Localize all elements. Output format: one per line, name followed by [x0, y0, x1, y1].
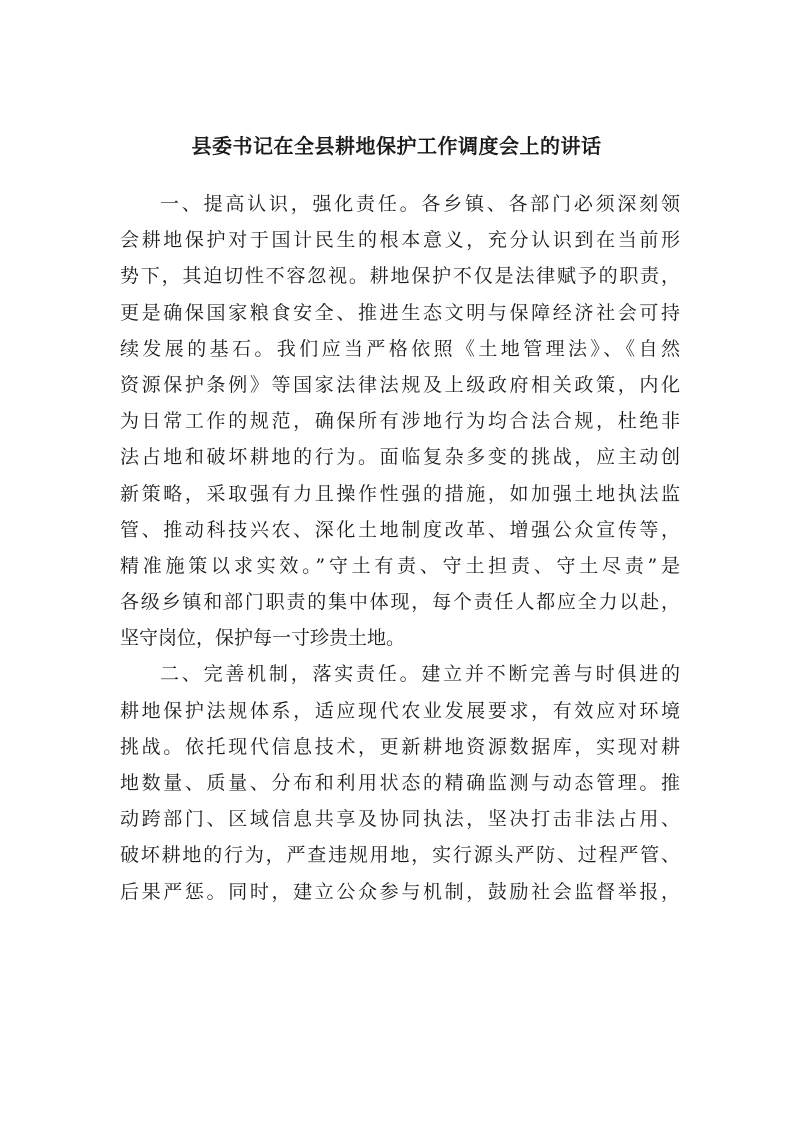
paragraph-2-line-3: 挑战。依托现代信息技术，更新耕地资源数据库，实现对耕	[120, 735, 680, 758]
paragraph-2-line-5: 动跨部门、区域信息共享及协同执法，坚决打击非法占用、	[120, 808, 680, 831]
paragraph-1-line-4: 更是确保国家粮食安全、推进生态文明与保障经济社会可持	[120, 301, 680, 324]
document-body	[120, 186, 680, 910]
paragraph-1-line-3: 势下，其迫切性不容忽视。耕地保护不仅是法律赋予的职责，	[120, 265, 680, 288]
paragraph-2-line-1: 二、完善机制，落实责任。建立并不断完善与时俱进的	[160, 663, 680, 686]
paragraph-1-line-10: 管、推动科技兴农、深化土地制度改革、增强公众宣传等，	[120, 518, 680, 541]
paragraph-1-line-9: 新策略，采取强有力且操作性强的措施，如加强土地执法监	[120, 482, 680, 505]
paragraph-1-line-8: 法占地和破坏耕地的行为。面临复杂多变的挑战，应主动创	[120, 446, 680, 469]
paragraph-1-line-2: 会耕地保护对于国计民生的根本意义，充分认识到在当前形	[120, 229, 680, 252]
paragraph-2-line-4: 地数量、质量、分布和利用状态的精确监测与动态管理。推	[120, 772, 680, 794]
paragraph-1-line-12: 各级乡镇和部门职责的集中体现，每个责任人都应全力以赴，	[120, 591, 680, 614]
paragraph-1-line-13: 坚守岗位，保护每一寸珍贵土地。	[120, 627, 406, 650]
paragraph-1-line-1: 一、提高认识，强化责任。各乡镇、各部门必须深刻领	[160, 193, 680, 215]
paragraph-1-line-5: 续发展的基石。我们应当严格依照《土地管理法》、《自然	[120, 337, 680, 360]
paragraph-2-line-6: 破坏耕地的行为，严查违规用地，实行源头严防、过程严管、	[120, 844, 680, 867]
paragraph-1-line-7: 为日常工作的规范，确保所有涉地行为均合法合规，杜绝非	[120, 410, 680, 433]
paragraph-1-line-6: 资源保护条例》等国家法律法规及上级政府相关政策，内化	[120, 373, 680, 396]
paragraph-2-line-2: 耕地保护法规体系，适应现代农业发展要求，有效应对环境	[120, 699, 680, 722]
document-title: 县委书记在全县耕地保护工作调度会上的讲话	[191, 134, 602, 158]
paragraph-2-line-7: 后果严惩。同时，建立公众参与机制，鼓励社会监督举报，	[120, 880, 680, 903]
paragraph-1-line-11: 精准施策以求实效。”守土有责、守土担责、守土尽责”是	[120, 554, 680, 577]
